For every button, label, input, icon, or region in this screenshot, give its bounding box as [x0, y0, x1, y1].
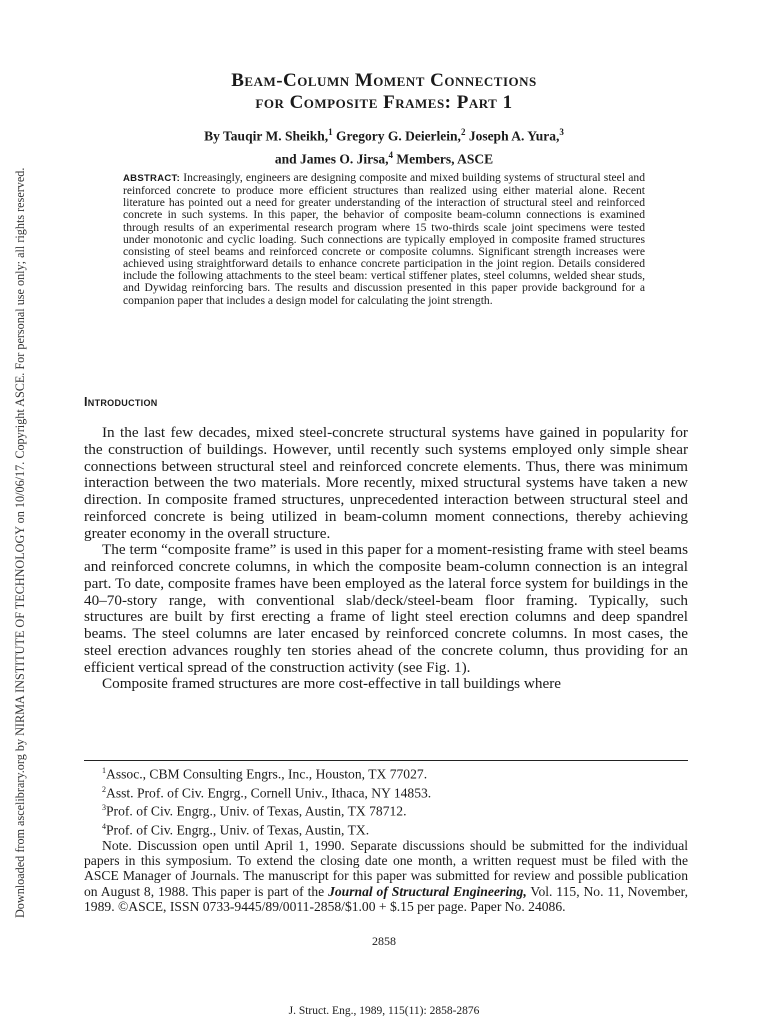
footnote-mark: 4 [102, 822, 106, 832]
footnote-text: Prof. of Civ. Engrg., Univ. of Texas, Austin, TX 78712. [106, 804, 407, 819]
paragraph: Composite framed structures are more cost-effective in tall buildings where [102, 675, 561, 693]
section-heading-introduction [84, 395, 158, 409]
footnote [84, 800, 688, 819]
abstract [123, 172, 645, 307]
author-4: and James O. Jirsa, [274, 151, 389, 166]
footnote-mark: 2 [102, 784, 106, 794]
paper-title [110, 70, 658, 114]
citation-footer: J. Struct. Eng., 1989, 115(11): 2858-2876 [288, 1005, 480, 1017]
download-watermark [14, 118, 30, 918]
footnote [84, 819, 688, 838]
note-text: Note. Discussion open until April 1, 1990. Separate discussions should be submitted for the individual papers in this symposium. To extend the closing date one month, a written request must be filed with the ASCE Manager of Journals. The manuscript for this paper was submitted for review and possible publication on August 8, 1988. This paper is part of the [84, 837, 688, 899]
author-list [110, 123, 658, 168]
title-line-1: Beam-Column Moment Connections [231, 70, 537, 91]
download-watermark-text: Downloaded from ascelibrary.org by NIRMA INSTITUTE OF TECHNOLOGY on 10/06/17. Copyright ASCE. For personal use only; all rights reserved. [13, 167, 27, 918]
author-2-mark: 2 [460, 127, 466, 137]
footnotes [84, 763, 688, 914]
author-1-mark: 1 [328, 127, 333, 137]
abstract-label: ABSTRACT: [123, 173, 181, 184]
author-1: Tauqir M. Sheikh, [223, 128, 329, 144]
author-affil-suffix: Members, ASCE [393, 151, 494, 166]
footnote [84, 782, 688, 801]
footnote-divider [84, 760, 688, 761]
paragraph: In the last few decades, mixed steel-concrete structural systems have gained in popularity for the construction of buildings. However, until recently such systems employed only simple shear connections between structural steel and reinforced concrete elements. Thus, there was minimum interaction between the two materials. More recently, mixed structural systems have taken a new direction. In composite framed structures, unprecedented interaction between structural steel and reinforced concrete is being utilized in beam-column moment connections, thereby achieving greater economy in the overall structure. [84, 424, 688, 542]
footnote [84, 763, 688, 782]
abstract-text: Increasingly, engineers are designing composite and mixed building systems of structural steel and reinforced concrete to produce more efficient structures than realized using either material alone. Recent literature has pointed out a need for greater understanding of the interaction of structural steel and reinforced concrete in such systems. In this paper, the behavior of composite beam-column connections is examined through results of an experimental research program where 15 two-thirds scale joint specimens were tested under monotonic and cyclic loading. Such connections are typically employed in composite framed structures consisting of steel beams and reinforced concrete or composite columns. Significant strength increases were achieved using straightforward details to enhance concrete participation in the joint region. Details considered include the following attachments to the steel beam: vertical stiffener plates, steel columns, welded shear studs, and Dywidag reinforcing bars. The results and discussion presented in this paper provide background for a companion paper that includes a design model for calculating the joint strength. [123, 171, 645, 307]
footnote-mark: 3 [102, 803, 106, 813]
section-heading-text: Introduction [84, 395, 158, 409]
author-line-1 [110, 123, 658, 146]
page-number: 2858 [372, 934, 396, 948]
footnote-text: Asst. Prof. of Civ. Engrg., Cornell Univ., Ithaca, NY 14853. [106, 785, 432, 801]
author-4-mark: 4 [388, 149, 393, 160]
footnote-mark: 1 [102, 766, 106, 775]
footnote-text: Assoc., CBM Consulting Engrs., Inc., Houston, TX 77027. [106, 766, 428, 782]
author-line-2 [110, 146, 658, 169]
author-3-mark: 3 [559, 127, 564, 137]
introduction-body [84, 425, 688, 693]
author-3: Joseph A. Yura, [465, 128, 560, 144]
paragraph: The term “composite frame” is used in this paper for a moment-resisting frame with steel beams and reinforced concrete columns, in which the composite beam-column connection is an integral part. To date, composite frames have been employed as the lateral force system for buildings in the 40–70-story range, with conventional slab/deck/steel-beam floor framing. Typically, such structures are built by first erecting a frame of light steel erection columns and deep spandrel beams. The steel columns are later encased by reinforced concrete columns. In most cases, the steel erection advances roughly ten stories ahead of the concrete column, thus providing for an efficient vertical spread of the construction activity (see Fig. 1). [84, 541, 688, 676]
title-line-2: for Composite Frames: Part 1 [255, 92, 513, 113]
author-prefix: By [204, 128, 224, 144]
journal-name: Journal of Structural Engineering, [328, 883, 527, 899]
discussion-note [84, 838, 688, 914]
author-2: Gregory G. Deierlein, [332, 128, 461, 144]
footnote-text: Prof. of Civ. Engrg., Univ. of Texas, Austin, TX. [106, 822, 370, 838]
note-text-end: Vol. 115, No. 11, November, 1989. ©ASCE, ISSN 0733-9445/89/0011-2858/$1.00 + $.15 per page. Paper No. 24086. [84, 883, 689, 914]
